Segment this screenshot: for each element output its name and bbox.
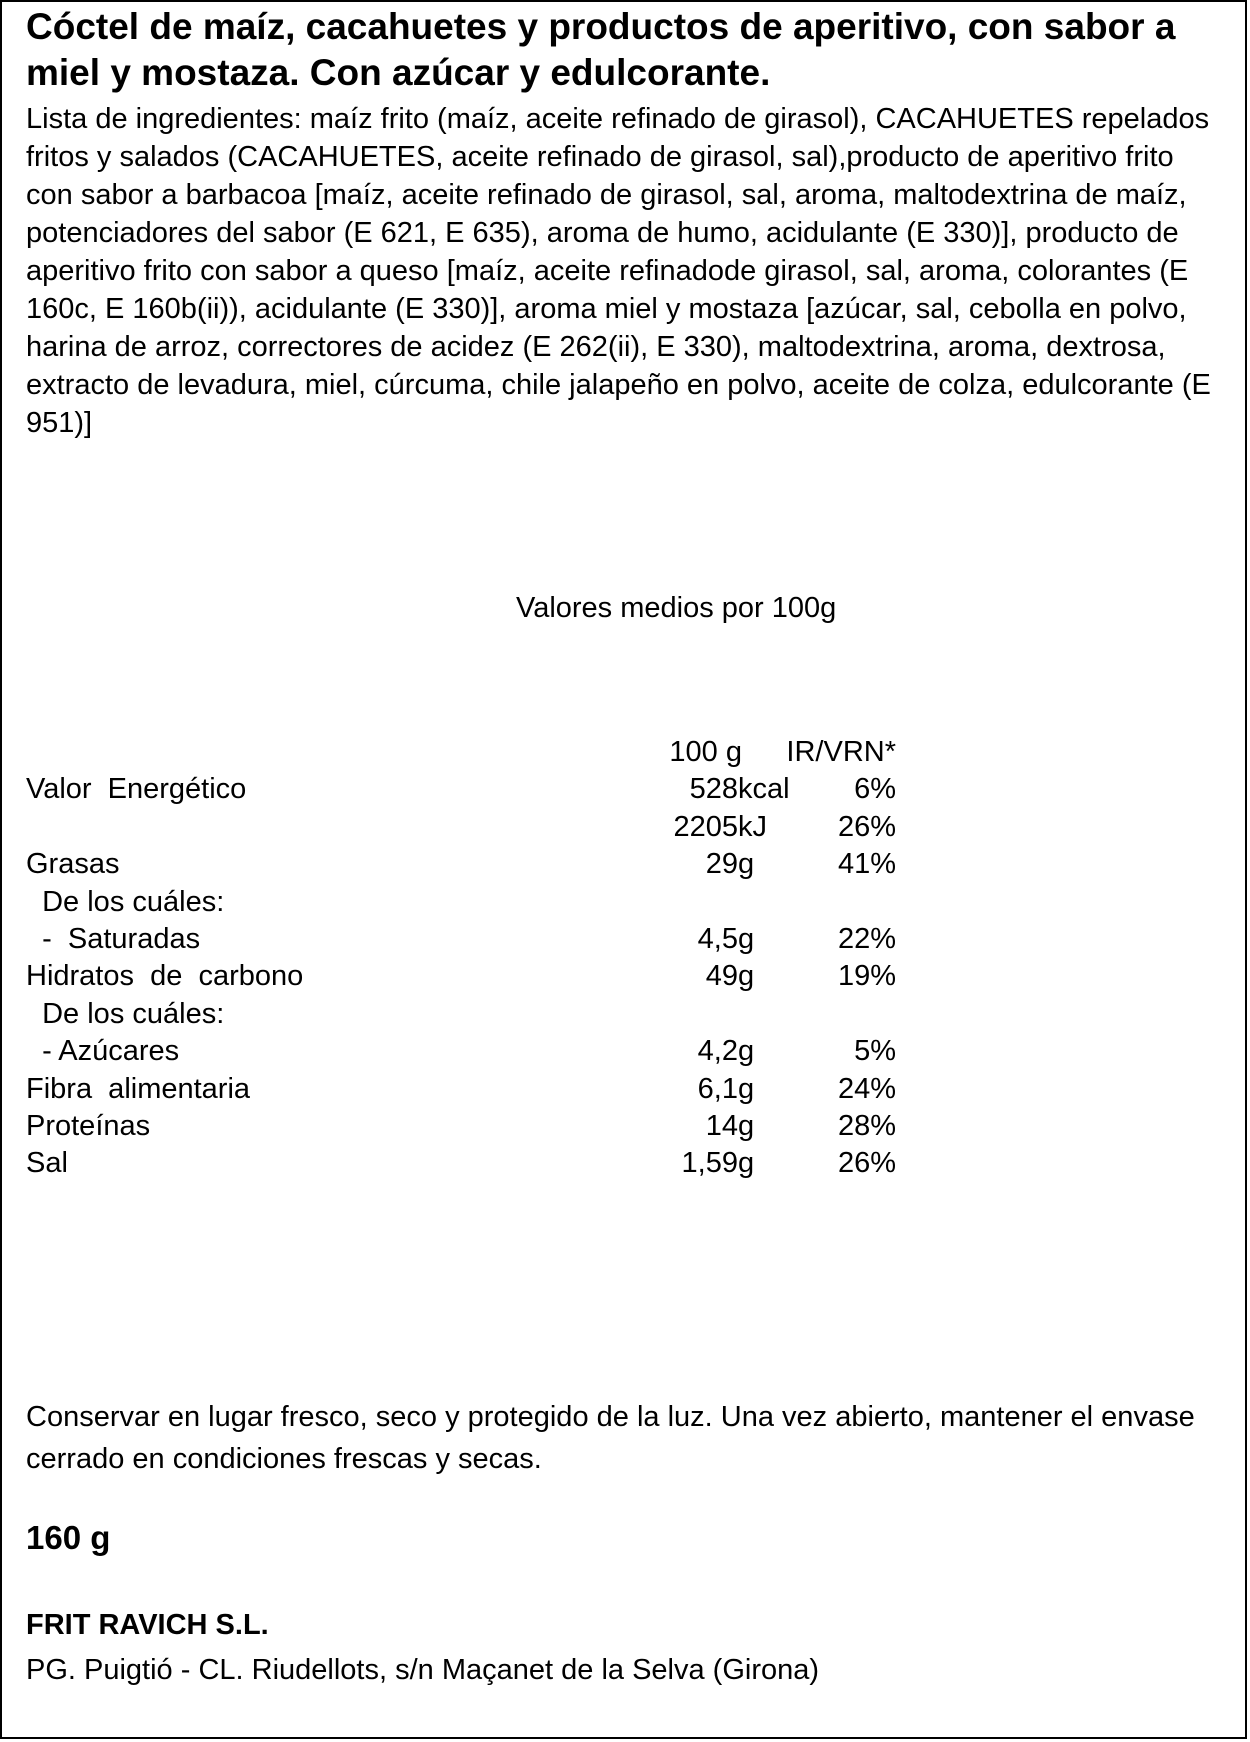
nutrient-percent: 24% xyxy=(837,1072,896,1105)
nutrient-amount: 49 xyxy=(705,960,738,993)
company-address: PG. Puigtió - CL. Riudellots, s/n Maçanet de la Selva (Girona) xyxy=(26,1654,820,1686)
column-header-amount: 100 g xyxy=(669,736,742,768)
nutrient-unit: g xyxy=(738,1072,755,1105)
nutrient-unit: g xyxy=(738,960,755,993)
nutrition-rows xyxy=(0,771,1250,1182)
nutrient-unit: g xyxy=(738,922,755,955)
nutrient-label: - Saturadas xyxy=(26,922,201,955)
nutrient-unit: kJ xyxy=(738,810,767,843)
nutrient-unit: g xyxy=(738,1109,755,1142)
nutrient-percent: 5% xyxy=(854,1035,896,1068)
nutrient-amount: 528 xyxy=(689,773,738,806)
nutrient-label: Sal xyxy=(26,1147,68,1180)
nutrition-row xyxy=(0,846,1250,883)
nutrient-percent: 22% xyxy=(837,922,896,955)
nutrient-percent: 19% xyxy=(837,960,896,993)
column-header-ir: IR/VRN* xyxy=(786,736,896,768)
nutrition-row xyxy=(0,1071,1250,1108)
company-name: FRIT RAVICH S.L. xyxy=(26,1609,269,1641)
nutrient-label: Fibra alimentaria xyxy=(26,1072,251,1105)
nutrient-amount: 4,2 xyxy=(697,1035,738,1068)
ingredients-list: Lista de ingredientes: maíz frito (maíz, aceite refinado de girasol), CACAHUETES repelados fritos y salados (CACAHUETES, aceite refinado de girasol, sal),producto de aperitivo frito con sabor a barbacoa [maíz, aceite refinado de girasol, sal, aroma, maltodextrina de maíz, potenciadores del sabor (E 621, E 635), aroma de humo, acidulante (E 330)], producto de aperitivo frito con sabor a queso [maíz, aceite refinadode girasol, sal, aroma, colorantes (E 160c, E 160b(ii)), acidulante (E 330)], aroma miel y mostaza [azúcar, sal, cebolla en polvo, harina de arroz, correctores de acidez (E 262(ii), E 330), maltodextrina, aroma, dextrosa, extracto de levadura, miel, cúrcuma, chile jalapeño en polvo, aceite de colza, edulcorante (E 951)] xyxy=(26,103,1211,439)
nutrient-label: De los cuáles: xyxy=(26,885,225,918)
nutrition-row xyxy=(0,921,1250,958)
nutrition-row xyxy=(0,1145,1250,1182)
nutrient-label: Grasas xyxy=(26,848,120,881)
nutrient-unit: kcal xyxy=(738,773,790,806)
nutrition-row xyxy=(0,809,1250,846)
nutrition-heading: Valores medios por 100g xyxy=(516,592,837,624)
nutrient-label: Hidratos de carbono xyxy=(26,960,304,993)
nutrient-label: Proteínas xyxy=(26,1109,151,1142)
nutrition-row xyxy=(0,996,1250,1033)
nutrition-row xyxy=(0,771,1250,808)
nutrient-amount: 29 xyxy=(705,848,738,881)
nutrient-amount: 2205 xyxy=(673,810,738,843)
nutrient-percent: 26% xyxy=(837,1147,896,1180)
nutrition-row xyxy=(0,958,1250,995)
nutrient-percent: 28% xyxy=(837,1109,896,1142)
nutrition-row xyxy=(0,1033,1250,1070)
nutrient-percent: 6% xyxy=(854,773,896,806)
nutrition-row xyxy=(0,884,1250,921)
nutrient-unit: g xyxy=(738,1147,755,1180)
nutrient-amount: 6,1 xyxy=(697,1072,738,1105)
net-weight: 160 g xyxy=(26,1519,111,1556)
nutrient-amount: 1,59 xyxy=(681,1147,738,1180)
nutrient-label: - Azúcares xyxy=(26,1035,180,1068)
nutrient-amount: 4,5 xyxy=(697,922,738,955)
nutrition-table xyxy=(0,734,1250,1183)
nutrient-percent: 26% xyxy=(837,810,896,843)
nutrient-percent: 41% xyxy=(837,848,896,881)
product-title: Cóctel de maíz, cacahuetes y productos de aperitivo, con sabor a miel y mostaza. Con azúcar y edulcorante. xyxy=(26,6,1176,93)
nutrient-label: De los cuáles: xyxy=(26,997,225,1030)
nutrient-label: Valor Energético xyxy=(26,773,247,806)
nutrient-unit: g xyxy=(738,1035,755,1068)
nutrition-row xyxy=(0,1108,1250,1145)
nutrient-amount: 14 xyxy=(705,1109,738,1142)
nutrient-unit: g xyxy=(738,848,755,881)
nutrition-header-row xyxy=(0,734,1250,771)
storage-instructions: Conservar en lugar fresco, seco y protegido de la luz. Una vez abierto, mantener el envase cerrado en condiciones frescas y secas. xyxy=(26,1401,1195,1475)
